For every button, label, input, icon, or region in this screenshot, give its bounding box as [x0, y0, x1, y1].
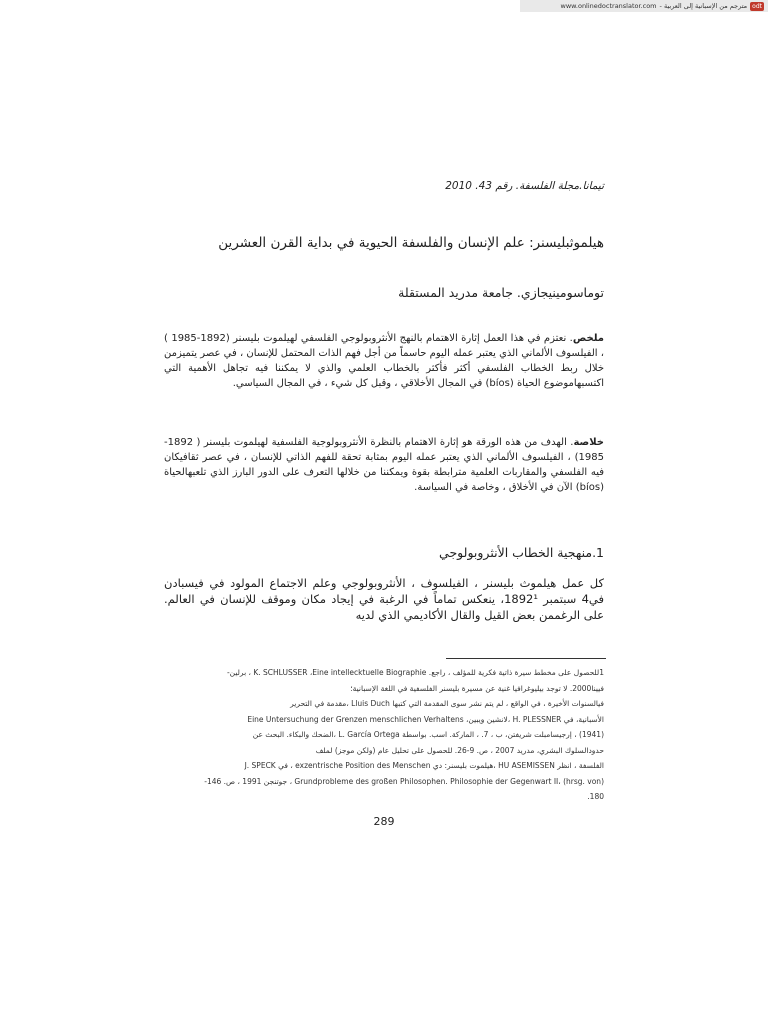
abstract2-label: خلاصة	[573, 437, 604, 448]
footnote-line: (hrsg. von) ،Grundprobleme des großen Philosophen. Philosophie der Gegenwart II ، جوتنجن 1991 ، ص. 146-	[204, 776, 604, 786]
footnotes	[164, 665, 604, 805]
footnote-line: (1941) ، إرجيسامبلت شريفتن، ب ، 7. ، الماركة. اسب. بواسطة L. García Ortega ،الضحك والبكاء. البحث عن	[252, 730, 604, 739]
article-title: هيلموثبليسنر: علم الإنسان والفلسفة الحيوية في بداية القرن العشرين	[218, 235, 604, 251]
footnote-line: حدودالسلوك البشري، مدريد 2007 ، ص. 9-26. للحصول على تحليل عام (ولكن موجز) لملف	[315, 745, 604, 755]
translator-logo-icon: odt	[752, 2, 762, 10]
footnote-line: الفلسفة ، انظر HU ASEMISSEN ،هيلموت بليسنر: دي exzentrische Position des Menschen ، في J. SPECK	[244, 761, 604, 770]
body-paragraph: كل عمل هيلموث بليسنر ، الفيلسوف ، الأنثروبولوجي وعلم الاجتماع المولود في فيسبادن في4 سبتمبر 1892¹، ينعكس تماماً في الرغبة في إيجاد مكان وموقف للإنسان في العالم. على الرغممن بعض القيل والقال الأكاديمي الذي لديه	[164, 576, 604, 622]
footnote-line: 1للحصول على مخطط سيرة ذاتية فكرية للمؤلف ، راجع. K. SCHLUSSER ،Eine intellecktuelle Biographie ، برلين-	[226, 668, 604, 677]
abstract-text: . نعتزم في هذا العمل إثارة الاهتمام بالنهج الأنثروبولوجي الفلسفي لهيلموت بليسنر (1892-1985 ) ، الفيلسوف الألماني الذي يعتبر عمله اليوم حاسماً من أجل فهم الذات المحتمل للإنسان ، في عصر يتميزمن خلال ربط الخطاب الفلسفي أكثر فأكثر بالخطاب العلمي والذي لا يمكننا فيه تجاهل الأهمية التي اكتسبهاموضوع الحياة (bíos) في المجال الأخلاقي ، وقبل كل شيء ، في المجال السياسي.	[164, 333, 604, 389]
footnote-line: 180.	[587, 792, 604, 801]
abstract-label: ملخص	[572, 333, 604, 344]
section-heading: 1.منهجية الخطاب الأنثروبولوجي	[439, 545, 604, 560]
footnote-line: الأسبانية، في H. PLESSNER ،لانشين ويبين، Eine Untersuchung der Grenzen menschlichen Verhaltens	[247, 714, 604, 724]
footnote-line: فيالسنوات الأخيرة ، في الواقع ، لم يتم نشر سوى المقدمة التي كتبها Lluis Duch ،مقدمة في التحرير	[290, 699, 604, 708]
banner-tag: - مترجم من الإسبانية إلى العربية	[659, 2, 748, 10]
article-author: توماسومينيجازي. جامعة مدريد المستقلة	[398, 285, 604, 300]
footnote-divider	[446, 658, 606, 659]
page-number: 289	[373, 815, 395, 828]
abstract-translated	[164, 435, 604, 495]
abstract2-text: . الهدف من هذه الورقة هو إثارة الاهتمام بالنظرة الأنثروبولوجية الفلسفية لهيلموت بليسنر ( 1892-1985) ، الفيلسوف الألماني الذي يعتبر عمله اليوم بمثابة تحقة للفهم الذاتي للإنسان ، في عصر ثقافيكان فيه الفلسفي والمقاربات العلمية مترابطة بقوة ويمكننا من خلالها التعرف على الدور البارز الذي تلعبهالحياة (bíos) الآن في الأخلاق ، وخاصة في السياسة.	[164, 437, 604, 493]
journal-reference: تيمانا.مجلة الفلسفة. رقم 43. 2010	[445, 180, 604, 192]
abstract-arabic	[164, 331, 604, 391]
banner-url[interactable]: www.onlinedoctranslator.com	[560, 2, 657, 10]
footnote-line: فيينا2000. لا توجد بيليوغرافيا غنية عن مسيرة بليسنر الفلسفية في اللغة الإسبانية؛	[350, 683, 604, 693]
